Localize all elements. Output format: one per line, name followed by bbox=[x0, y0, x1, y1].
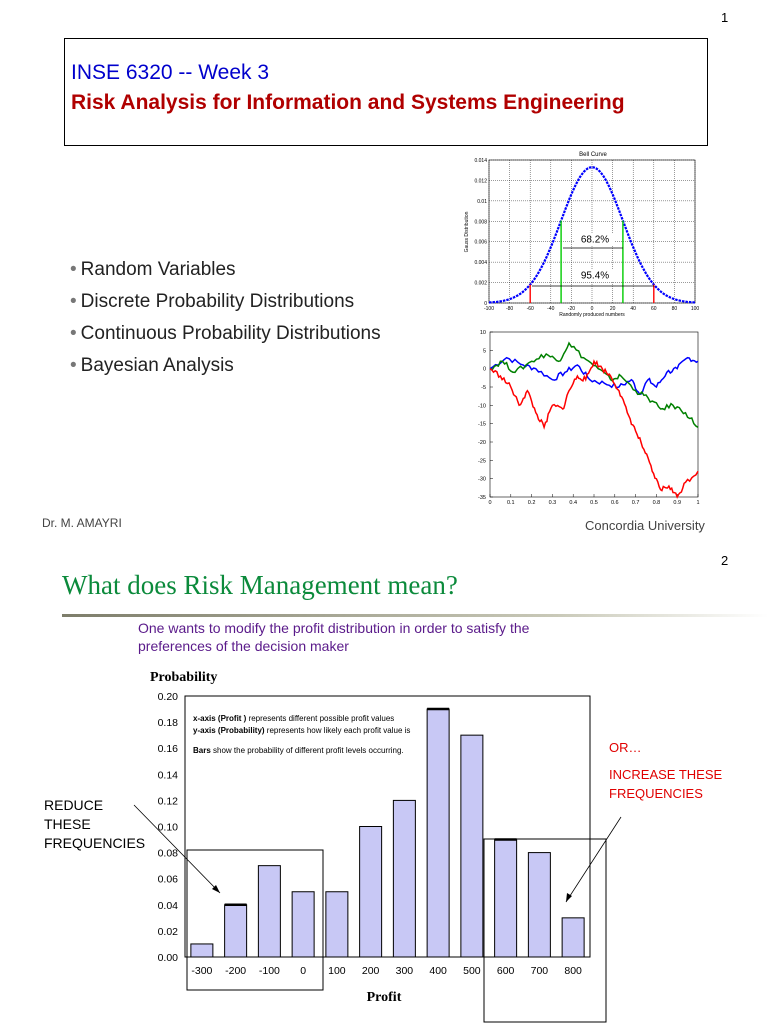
y-tick-label: 0.12 bbox=[157, 795, 178, 808]
outer-band-label: 95.4% bbox=[580, 270, 610, 282]
slide-2-title: What does Risk Management mean? bbox=[62, 570, 458, 600]
bar bbox=[292, 892, 314, 957]
rw-y-tick-label: -20 bbox=[478, 440, 486, 446]
x-tick-label: 0 bbox=[300, 965, 307, 977]
bell-y-tick-label: 0.006 bbox=[474, 239, 487, 246]
institution-name: Concordia University bbox=[585, 518, 705, 533]
rw-y-tick-label: 10 bbox=[479, 330, 486, 336]
rw-y-tick-label: -30 bbox=[478, 476, 486, 483]
bar bbox=[225, 905, 247, 957]
bullet-text: Random Variables bbox=[80, 259, 236, 280]
bell-y-tick-label: 0.004 bbox=[474, 260, 487, 267]
bar bbox=[326, 892, 348, 957]
rw-x-tick-label: 0.2 bbox=[527, 500, 536, 506]
rw-x-tick-label: 0.1 bbox=[506, 500, 515, 506]
bullet-item bbox=[70, 354, 381, 386]
page-number-1: 1 bbox=[721, 10, 729, 25]
bar bbox=[258, 866, 280, 957]
bullet-text: Discrete Probability Distributions bbox=[80, 291, 355, 312]
rw-y-tick-label: -10 bbox=[478, 403, 486, 410]
page-number-2: 2 bbox=[721, 553, 729, 568]
bar bbox=[393, 800, 415, 957]
rw-y-tick-label: -25 bbox=[478, 458, 486, 465]
bell-x-tick-label: 0 bbox=[590, 306, 594, 312]
legend-line-1: x-axis (Profit ) represents different possible profit values bbox=[193, 714, 395, 723]
legend-line-2: y-axis (Probability) represents how likely each profit value is bbox=[193, 726, 411, 735]
rw-x-tick-label: 0.9 bbox=[673, 500, 682, 506]
bell-x-tick-label: 20 bbox=[609, 306, 616, 312]
x-tick-label: 400 bbox=[429, 965, 447, 977]
bar bbox=[495, 840, 517, 957]
chart-legend-text bbox=[193, 714, 410, 755]
bar bbox=[461, 735, 483, 957]
chart-ylabel: Probability bbox=[150, 670, 218, 685]
rw-x-tick-label: 0.3 bbox=[548, 500, 557, 506]
bell-curve-plot-area bbox=[489, 160, 695, 303]
bell-y-tick-label: 0.002 bbox=[474, 280, 487, 287]
bell-x-tick-label: -20 bbox=[567, 306, 576, 312]
y-tick-label: 0.02 bbox=[157, 925, 178, 938]
bullet-icon: • bbox=[70, 291, 77, 312]
bell-y-tick-label: 0 bbox=[484, 301, 487, 307]
increase-note bbox=[609, 765, 722, 803]
random-walk-figure bbox=[470, 328, 708, 512]
bar bbox=[528, 853, 550, 957]
inner-band-label: 68.2% bbox=[580, 234, 610, 246]
rw-x-tick-label: 0.6 bbox=[610, 500, 619, 506]
y-tick-label: 0.06 bbox=[157, 873, 178, 886]
y-tick-label: 0.00 bbox=[157, 952, 178, 964]
bell-curve-xlabel: Randomly produced numbers bbox=[559, 312, 625, 318]
title-underline bbox=[62, 614, 768, 617]
reduce-note-line: THESE bbox=[44, 816, 91, 832]
rw-x-tick-label: 0.7 bbox=[631, 500, 640, 506]
slide-title: Risk Analysis for Information and Systems Engineering bbox=[71, 91, 625, 114]
y-tick-label: 0.08 bbox=[157, 847, 178, 860]
bar bbox=[360, 827, 382, 958]
bullet-text: Bayesian Analysis bbox=[80, 355, 234, 376]
bell-y-tick-label: 0.014 bbox=[474, 158, 487, 164]
legend-line-3: Bars show the probability of different profit levels occurring. bbox=[193, 746, 404, 755]
x-tick-label: -300 bbox=[191, 965, 213, 977]
reduce-note-line: REDUCE bbox=[44, 797, 104, 813]
rw-y-tick-label: 5 bbox=[482, 348, 486, 355]
or-note: OR… bbox=[609, 740, 642, 755]
bell-x-tick-label: 60 bbox=[651, 306, 657, 312]
y-tick-label: 0.20 bbox=[157, 691, 178, 703]
random-walk-plot-area bbox=[490, 332, 698, 497]
bell-x-tick-label: -60 bbox=[526, 306, 534, 312]
bell-x-tick-label: -40 bbox=[547, 306, 555, 312]
rw-x-tick-label: 0.5 bbox=[590, 500, 598, 506]
rw-x-tick-label: 0.8 bbox=[652, 500, 661, 506]
y-tick-label: 0.04 bbox=[157, 899, 178, 912]
rw-x-tick-label: 0.4 bbox=[569, 500, 578, 506]
x-tick-label: 100 bbox=[328, 965, 346, 977]
x-tick-label: 700 bbox=[530, 965, 549, 977]
bullet-icon: • bbox=[70, 259, 77, 280]
bar bbox=[562, 918, 584, 957]
chart-xlabel: Profit bbox=[366, 990, 402, 1005]
bullet-icon: • bbox=[70, 355, 77, 376]
bullet-item bbox=[70, 290, 381, 322]
bell-y-tick-label: 0.008 bbox=[474, 219, 487, 226]
bell-y-tick-label: 0.012 bbox=[474, 178, 487, 185]
x-tick-label: 200 bbox=[361, 965, 380, 977]
bullet-icon: • bbox=[70, 323, 77, 344]
bell-curve-figure bbox=[455, 148, 700, 318]
author-name: Dr. M. AMAYRI bbox=[42, 516, 122, 530]
bullet-text: Continuous Probability Distributions bbox=[80, 323, 381, 344]
x-tick-label: 300 bbox=[395, 965, 414, 977]
bell-x-tick-label: 100 bbox=[690, 306, 700, 312]
rw-x-tick-label: 0 bbox=[488, 500, 492, 506]
bell-x-tick-label: -100 bbox=[483, 306, 495, 312]
course-code: INSE 6320 -- Week 3 bbox=[71, 61, 270, 84]
rw-x-tick-label: 1 bbox=[696, 500, 700, 506]
y-tick-label: 0.16 bbox=[157, 743, 178, 756]
bullet-list bbox=[70, 258, 381, 386]
bell-curve-ylabel: Gauss Distribution bbox=[464, 211, 470, 253]
y-tick-label: 0.14 bbox=[157, 769, 178, 782]
bullet-item bbox=[70, 258, 381, 290]
rw-y-tick-label: -5 bbox=[481, 385, 486, 391]
bell-y-tick-label: 0.01 bbox=[477, 198, 487, 205]
bell-x-tick-label: -80 bbox=[505, 306, 514, 312]
y-tick-label: 0.18 bbox=[157, 717, 178, 730]
bell-curve-title: Bell Curve bbox=[579, 152, 607, 158]
x-tick-label: -200 bbox=[225, 965, 247, 977]
rw-y-tick-label: 0 bbox=[482, 366, 486, 373]
title-box bbox=[64, 38, 708, 146]
reduce-note-line: FREQUENCIES bbox=[44, 835, 146, 851]
x-tick-label: -100 bbox=[258, 965, 280, 977]
bell-x-tick-label: 40 bbox=[630, 306, 636, 312]
x-tick-label: 600 bbox=[496, 965, 515, 977]
bar bbox=[191, 944, 213, 957]
bell-x-tick-label: 80 bbox=[671, 306, 678, 312]
increase-note-line: INCREASE THESE bbox=[609, 767, 723, 782]
x-tick-label: 500 bbox=[463, 965, 481, 977]
x-tick-label: 800 bbox=[564, 965, 582, 977]
slide-2-intro: One wants to modify the profit distribution in order to satisfy the preferences of the decision maker bbox=[138, 620, 530, 654]
bar bbox=[427, 709, 449, 957]
increase-note-line: FREQUENCIES bbox=[609, 786, 703, 801]
reduce-note bbox=[44, 796, 145, 853]
y-tick-label: 0.10 bbox=[157, 821, 178, 834]
rw-y-tick-label: -15 bbox=[478, 421, 486, 428]
bullet-item bbox=[70, 322, 381, 354]
rw-y-tick-label: -35 bbox=[478, 495, 486, 501]
